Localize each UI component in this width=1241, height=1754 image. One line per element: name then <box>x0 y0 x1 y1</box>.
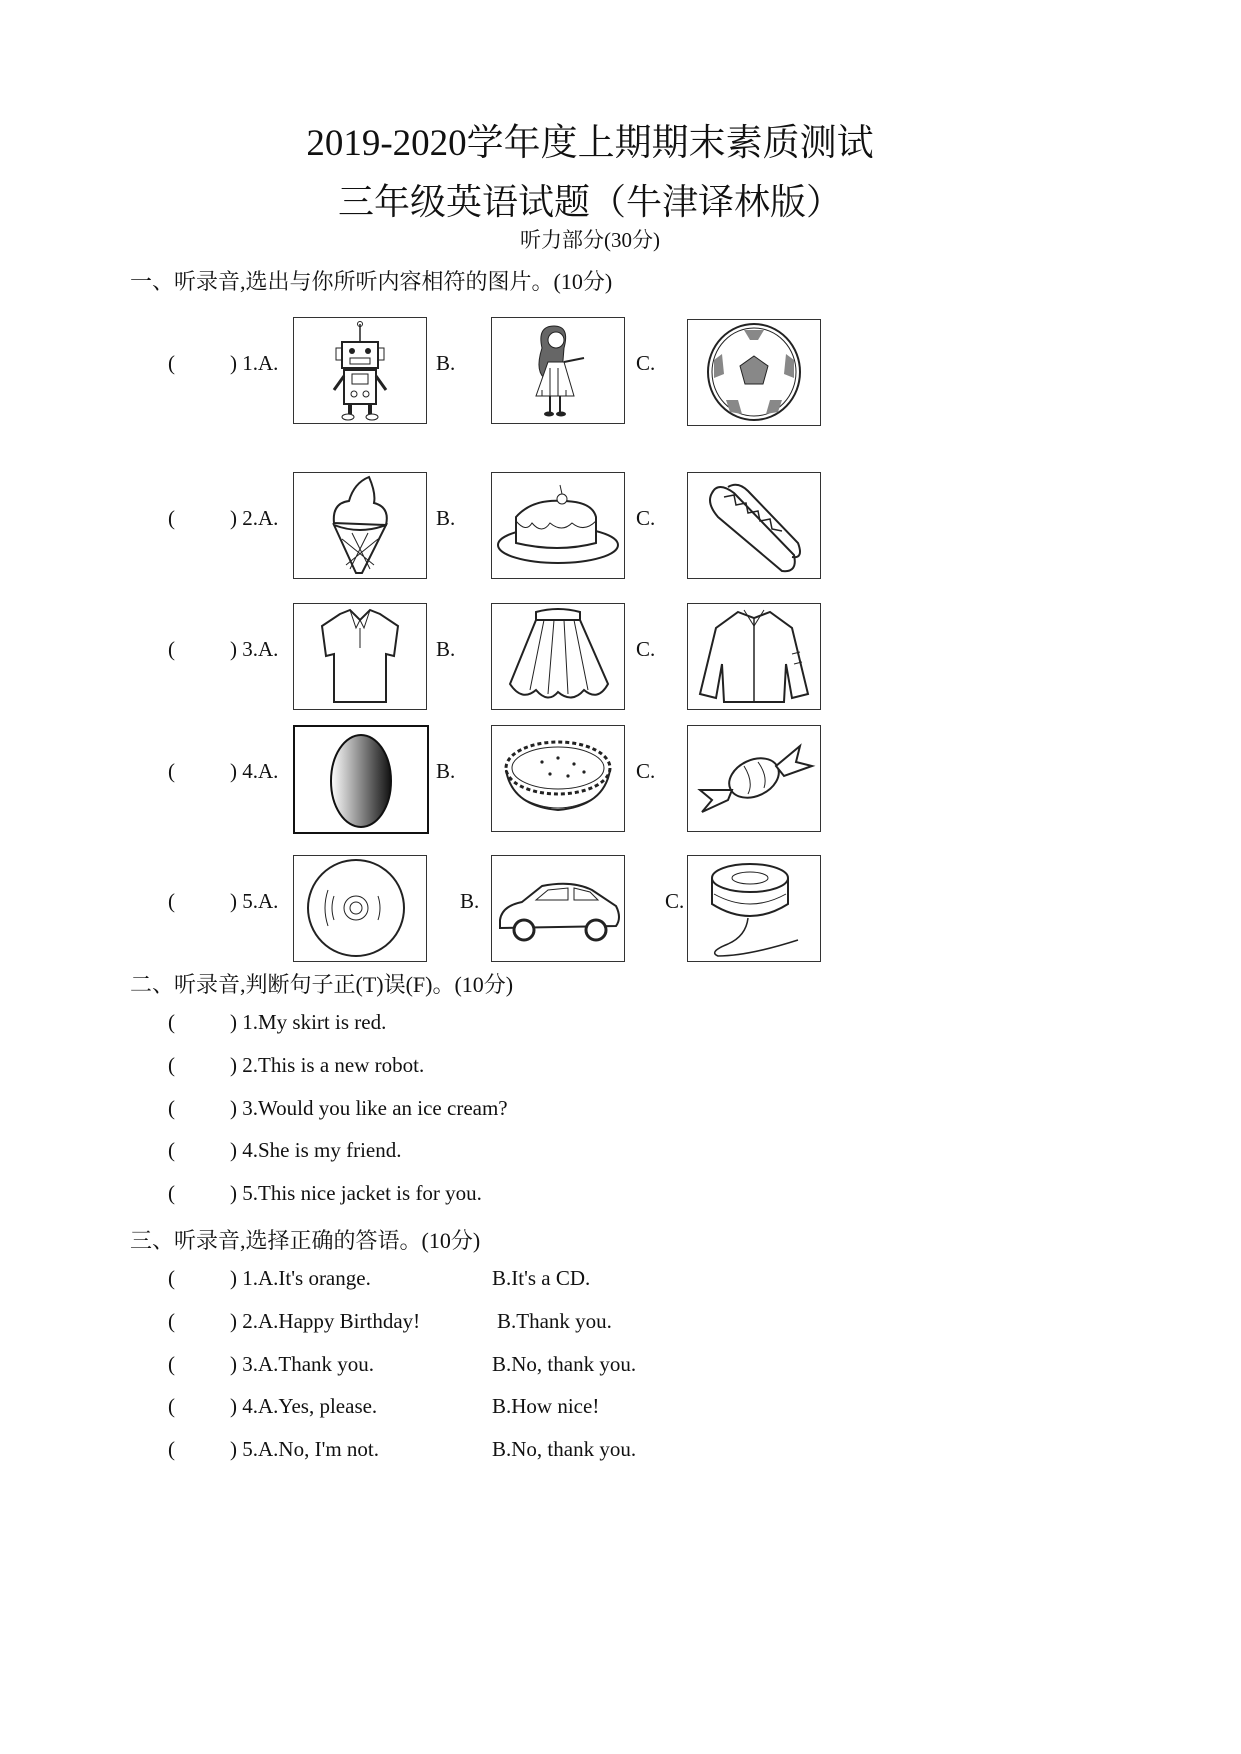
answer-blank-paren[interactable]: ( <box>168 1095 175 1120</box>
option-c-label: C. <box>636 351 656 375</box>
option-b-label: B. <box>436 351 456 375</box>
answer-blank-paren[interactable]: ( <box>168 637 175 661</box>
statement-item: ) 4.She is my friend. <box>230 1138 402 1163</box>
skirt-picture <box>491 603 625 710</box>
page-title: 2019-2020学年度上期期末素质测试 <box>306 123 874 164</box>
statement-item: ) 5.This nice jacket is for you. <box>230 1181 482 1206</box>
car-icon <box>492 856 624 961</box>
option-a: ) 1.A.It's orange. <box>230 1266 371 1290</box>
question-number: ) 2.A. <box>230 506 279 530</box>
answer-blank-paren[interactable]: ( <box>168 506 175 530</box>
car-picture <box>491 855 625 962</box>
cd-icon <box>294 856 426 961</box>
page-subtitle: 三年级英语试题（牛津译林版） <box>337 182 842 222</box>
option-b: B.How nice! <box>492 1394 600 1419</box>
girl-picture <box>491 317 625 424</box>
option-c-label: C. <box>665 889 685 913</box>
jacket-icon <box>688 604 820 709</box>
jacket-picture <box>687 603 821 710</box>
hot-dog-icon <box>688 473 820 578</box>
football-icon <box>688 320 820 425</box>
question-number: ) 4.A. <box>230 759 279 783</box>
robot-picture <box>293 317 427 424</box>
answer-blank-paren[interactable]: ( <box>168 1266 175 1290</box>
answer-blank-paren[interactable]: ( <box>168 1138 175 1163</box>
statement-item: ) 1.My skirt is red. <box>230 1010 387 1034</box>
answer-blank-paren[interactable]: ( <box>168 889 175 913</box>
option-a: ) 5.A.No, I'm not. <box>230 1437 380 1462</box>
shirt-icon <box>294 604 426 709</box>
answer-blank-paren[interactable]: ( <box>168 351 175 375</box>
ice-cream-picture <box>293 472 427 579</box>
cake-icon <box>492 473 624 578</box>
option-b-label: B. <box>460 889 480 913</box>
question-number: ) 1.A. <box>230 351 279 375</box>
statement-item: ) 3.Would you like an ice cream? <box>230 1095 508 1120</box>
option-a: ) 4.A.Yes, please. <box>230 1394 378 1419</box>
girl-icon <box>492 318 624 423</box>
sweet-picture <box>687 725 821 832</box>
section3-heading: 三、听录音,选择正确的答语。(10分) <box>130 1228 481 1253</box>
option-b-label: B. <box>436 759 456 783</box>
pie-icon <box>492 726 624 831</box>
option-c-label: C. <box>636 759 656 783</box>
answer-blank-paren[interactable]: ( <box>168 1010 175 1034</box>
question-number: ) 3.A. <box>230 637 279 661</box>
robot-icon <box>294 318 426 423</box>
answer-blank-paren[interactable]: ( <box>168 759 175 783</box>
part-title: 听力部分(30分) <box>520 228 660 252</box>
answer-blank-paren[interactable]: ( <box>168 1351 175 1376</box>
option-a: ) 2.A.Happy Birthday! <box>230 1308 421 1333</box>
answer-blank-paren[interactable]: ( <box>168 1052 175 1077</box>
option-b: B.It's a CD. <box>492 1266 591 1290</box>
yo-yo-picture <box>687 855 821 962</box>
egg-icon <box>295 727 427 832</box>
hot-dog-picture <box>687 472 821 579</box>
question-number: ) 5.A. <box>230 889 279 913</box>
section1-heading: 一、听录音,选出与你所听内容相符的图片。(10分) <box>130 269 613 294</box>
answer-blank-paren[interactable]: ( <box>168 1437 175 1462</box>
section2-heading: 二、听录音,判断句子正(T)误(F)。(10分) <box>130 972 514 997</box>
option-a: ) 3.A.Thank you. <box>230 1351 375 1376</box>
option-b-label: B. <box>436 637 456 661</box>
option-c-label: C. <box>636 506 656 530</box>
cd-picture <box>293 855 427 962</box>
statement-item: ) 2.This is a new robot. <box>230 1052 425 1077</box>
answer-blank-paren[interactable]: ( <box>168 1394 175 1419</box>
egg-picture <box>293 725 429 834</box>
answer-blank-paren[interactable]: ( <box>168 1308 175 1333</box>
football-picture <box>687 319 821 426</box>
answer-blank-paren[interactable]: ( <box>168 1181 175 1206</box>
option-c-label: C. <box>636 637 656 661</box>
cake-picture <box>491 472 625 579</box>
option-b: B.No, thank you. <box>492 1437 637 1462</box>
yo-yo-icon <box>688 856 820 961</box>
option-b: B.No, thank you. <box>492 1351 637 1376</box>
sweet-icon <box>688 726 820 831</box>
ice-cream-icon <box>294 473 426 578</box>
shirt-picture <box>293 603 427 710</box>
pie-picture <box>491 725 625 832</box>
skirt-icon <box>492 604 624 709</box>
option-b-label: B. <box>436 506 456 530</box>
option-b: B.Thank you. <box>497 1308 612 1333</box>
